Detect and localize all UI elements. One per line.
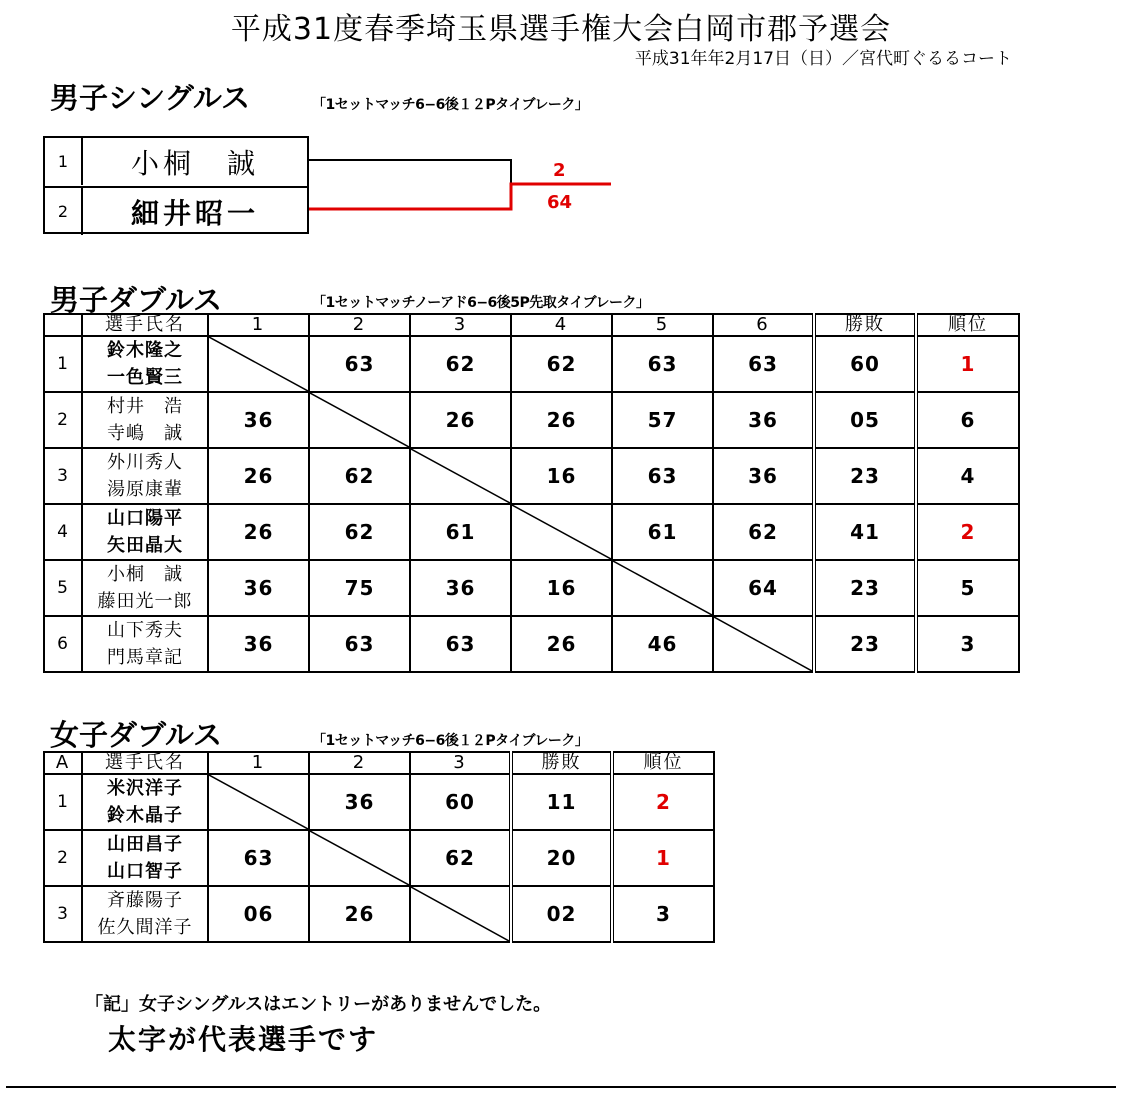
- score-cell: 63: [208, 830, 309, 886]
- player-name: 矢田晶大: [107, 535, 183, 556]
- table-row: [44, 336, 1019, 392]
- row-number: 2: [44, 392, 82, 448]
- row-number: 1: [44, 336, 82, 392]
- player-name: 山口智子: [107, 861, 183, 882]
- diagonal-line: [714, 617, 812, 671]
- score-cell: 62: [410, 336, 511, 392]
- table-row: [44, 616, 1019, 672]
- rank-cell: 5: [916, 560, 1019, 616]
- mens-doubles-table: [43, 313, 1020, 673]
- column-header: 6: [713, 314, 814, 336]
- mens-singles-title: 男子シングルス: [50, 81, 250, 115]
- score-cell: 62: [511, 336, 612, 392]
- score-cell: 63: [612, 448, 713, 504]
- table-row: [44, 886, 714, 942]
- diagonal-cell: [713, 616, 814, 672]
- player-name: 鈴木晶子: [107, 805, 183, 826]
- page-title: 平成31度春季埼玉県選手権大会白岡市郡予選会: [230, 12, 892, 47]
- win-loss-cell: 23: [814, 560, 916, 616]
- win-loss-cell: 60: [814, 336, 916, 392]
- column-header: 3: [410, 314, 511, 336]
- table-row: [44, 830, 714, 886]
- score-cell: 63: [410, 616, 511, 672]
- score-cell: 26: [511, 616, 612, 672]
- player-names: [82, 616, 208, 672]
- footer-note: 「記」女子シングルスはエントリーがありませんでした。: [85, 994, 552, 1015]
- diagonal-cell: [309, 830, 410, 886]
- score-cell: 26: [208, 448, 309, 504]
- win-loss-cell: 05: [814, 392, 916, 448]
- diagonal-cell: [410, 886, 511, 942]
- singles-entry-num: 2: [45, 188, 83, 235]
- player-names: [82, 830, 208, 886]
- player-names: [82, 560, 208, 616]
- diagonal-line: [411, 449, 510, 503]
- score-cell: 46: [612, 616, 713, 672]
- player-name: 藤田光一郎: [97, 591, 193, 612]
- score-cell: 16: [511, 560, 612, 616]
- table-header-row: [44, 752, 714, 774]
- bottom-divider: [6, 1086, 1116, 1088]
- mens-singles-rule: 「1セットマッチ6−6後１２Pタイブレーク」: [312, 97, 589, 113]
- score-cell: 61: [410, 504, 511, 560]
- score-cell: 61: [612, 504, 713, 560]
- singles-entry-num: 1: [45, 138, 83, 185]
- player-name: 小桐 誠: [107, 564, 183, 585]
- player-name: 外川秀人: [107, 452, 183, 473]
- rank-cell: 6: [916, 392, 1019, 448]
- diagonal-line: [209, 775, 308, 829]
- column-header: 順位: [612, 752, 714, 774]
- score-cell: 36: [713, 448, 814, 504]
- row-number: 3: [44, 886, 82, 942]
- player-names: [82, 392, 208, 448]
- column-header: 勝敗: [511, 752, 612, 774]
- rank-cell: 1: [916, 336, 1019, 392]
- rank-cell: 2: [612, 774, 714, 830]
- player-name: 寺嶋 誠: [107, 423, 183, 444]
- singles-entry-2: [45, 186, 307, 235]
- row-number: 2: [44, 830, 82, 886]
- singles-entry-name: 小桐 誠: [130, 146, 259, 180]
- win-loss-cell: 41: [814, 504, 916, 560]
- score-cell: 60: [410, 774, 511, 830]
- score-cell: 36: [410, 560, 511, 616]
- column-header: 1: [208, 314, 309, 336]
- score-cell: 62: [309, 504, 410, 560]
- table-row: [44, 560, 1019, 616]
- rank-cell: 1: [612, 830, 714, 886]
- score-cell: 26: [309, 886, 410, 942]
- singles-bracket-box: [43, 136, 309, 234]
- column-header: 1: [208, 752, 309, 774]
- singles-entry-1: [45, 138, 307, 185]
- score-cell: 36: [208, 560, 309, 616]
- table-row: [44, 392, 1019, 448]
- win-loss-cell: 20: [511, 830, 612, 886]
- column-header: 順位: [916, 314, 1019, 336]
- diagonal-cell: [511, 504, 612, 560]
- player-name: 山口陽平: [107, 508, 183, 529]
- player-names: [82, 504, 208, 560]
- row-number: 6: [44, 616, 82, 672]
- column-header: 選手氏名: [82, 752, 208, 774]
- rank-cell: 3: [916, 616, 1019, 672]
- row-number: 5: [44, 560, 82, 616]
- diagonal-cell: [208, 336, 309, 392]
- diagonal-line: [209, 337, 308, 391]
- player-name: 湯原康輩: [107, 479, 183, 500]
- mens-doubles-rule: 「1セットマッチノーアド6−6後5P先取タイブレーク」: [312, 295, 650, 311]
- score-cell: 62: [410, 830, 511, 886]
- score-cell: 63: [612, 336, 713, 392]
- column-header: [44, 314, 82, 336]
- table-row: [44, 448, 1019, 504]
- player-name: 鈴木隆之: [107, 340, 183, 361]
- win-loss-cell: 02: [511, 886, 612, 942]
- player-name: 門馬章記: [107, 647, 183, 668]
- womens-doubles-title: 女子ダブルス: [50, 718, 222, 752]
- score-cell: 16: [511, 448, 612, 504]
- column-header: 3: [410, 752, 511, 774]
- mens-doubles-title: 男子ダブルス: [50, 283, 222, 317]
- score-cell: 26: [208, 504, 309, 560]
- column-header: 2: [309, 752, 410, 774]
- score-cell: 63: [309, 616, 410, 672]
- event-date: 平成31年年2月17日（日）／宮代町ぐるるコート: [634, 49, 1012, 69]
- diagonal-line: [310, 831, 409, 885]
- player-name: 村井 浩: [107, 396, 183, 417]
- player-name: 山下秀夫: [107, 620, 183, 641]
- singles-score-bottom: 64: [547, 192, 573, 213]
- score-cell: 63: [713, 336, 814, 392]
- singles-score-top: 2: [553, 160, 566, 181]
- womens-doubles-table: [43, 751, 715, 943]
- score-cell: 62: [309, 448, 410, 504]
- diagonal-cell: [612, 560, 713, 616]
- score-cell: 63: [309, 336, 410, 392]
- womens-doubles-rule: 「1セットマッチ6−6後１２Pタイブレーク」: [312, 733, 589, 749]
- player-names: [82, 336, 208, 392]
- win-loss-cell: 23: [814, 448, 916, 504]
- score-cell: 75: [309, 560, 410, 616]
- diagonal-cell: [410, 448, 511, 504]
- win-loss-cell: 11: [511, 774, 612, 830]
- score-cell: 06: [208, 886, 309, 942]
- row-number: 1: [44, 774, 82, 830]
- player-names: [82, 448, 208, 504]
- player-names: [82, 774, 208, 830]
- diagonal-cell: [309, 392, 410, 448]
- column-header: 2: [309, 314, 410, 336]
- player-name: 米沢洋子: [107, 778, 183, 799]
- player-name: 山田昌子: [107, 834, 183, 855]
- column-header: 選手氏名: [82, 314, 208, 336]
- rank-cell: 4: [916, 448, 1019, 504]
- column-header: A: [44, 752, 82, 774]
- diagonal-line: [411, 887, 509, 941]
- table-header-row: [44, 314, 1019, 336]
- diagonal-line: [512, 505, 611, 559]
- player-name: 一色賢三: [107, 367, 183, 388]
- column-header: 勝敗: [814, 314, 916, 336]
- player-name: 斉藤陽子: [107, 890, 183, 911]
- rank-cell: 3: [612, 886, 714, 942]
- score-cell: 57: [612, 392, 713, 448]
- score-cell: 36: [208, 616, 309, 672]
- table-row: [44, 774, 714, 830]
- rank-cell: 2: [916, 504, 1019, 560]
- row-number: 4: [44, 504, 82, 560]
- score-cell: 26: [410, 392, 511, 448]
- column-header: 4: [511, 314, 612, 336]
- score-cell: 64: [713, 560, 814, 616]
- column-header: 5: [612, 314, 713, 336]
- diagonal-line: [310, 393, 409, 447]
- score-cell: 62: [713, 504, 814, 560]
- singles-entry-name: 細井昭一: [130, 196, 259, 230]
- win-loss-cell: 23: [814, 616, 916, 672]
- player-name: 佐久間洋子: [97, 917, 193, 938]
- score-cell: 36: [713, 392, 814, 448]
- score-cell: 36: [208, 392, 309, 448]
- player-names: [82, 886, 208, 942]
- footer-bold-note: 太字が代表選手です: [108, 1023, 379, 1056]
- diagonal-line: [613, 561, 712, 615]
- table-row: [44, 504, 1019, 560]
- score-cell: 26: [511, 392, 612, 448]
- row-number: 3: [44, 448, 82, 504]
- score-cell: 36: [309, 774, 410, 830]
- diagonal-cell: [208, 774, 309, 830]
